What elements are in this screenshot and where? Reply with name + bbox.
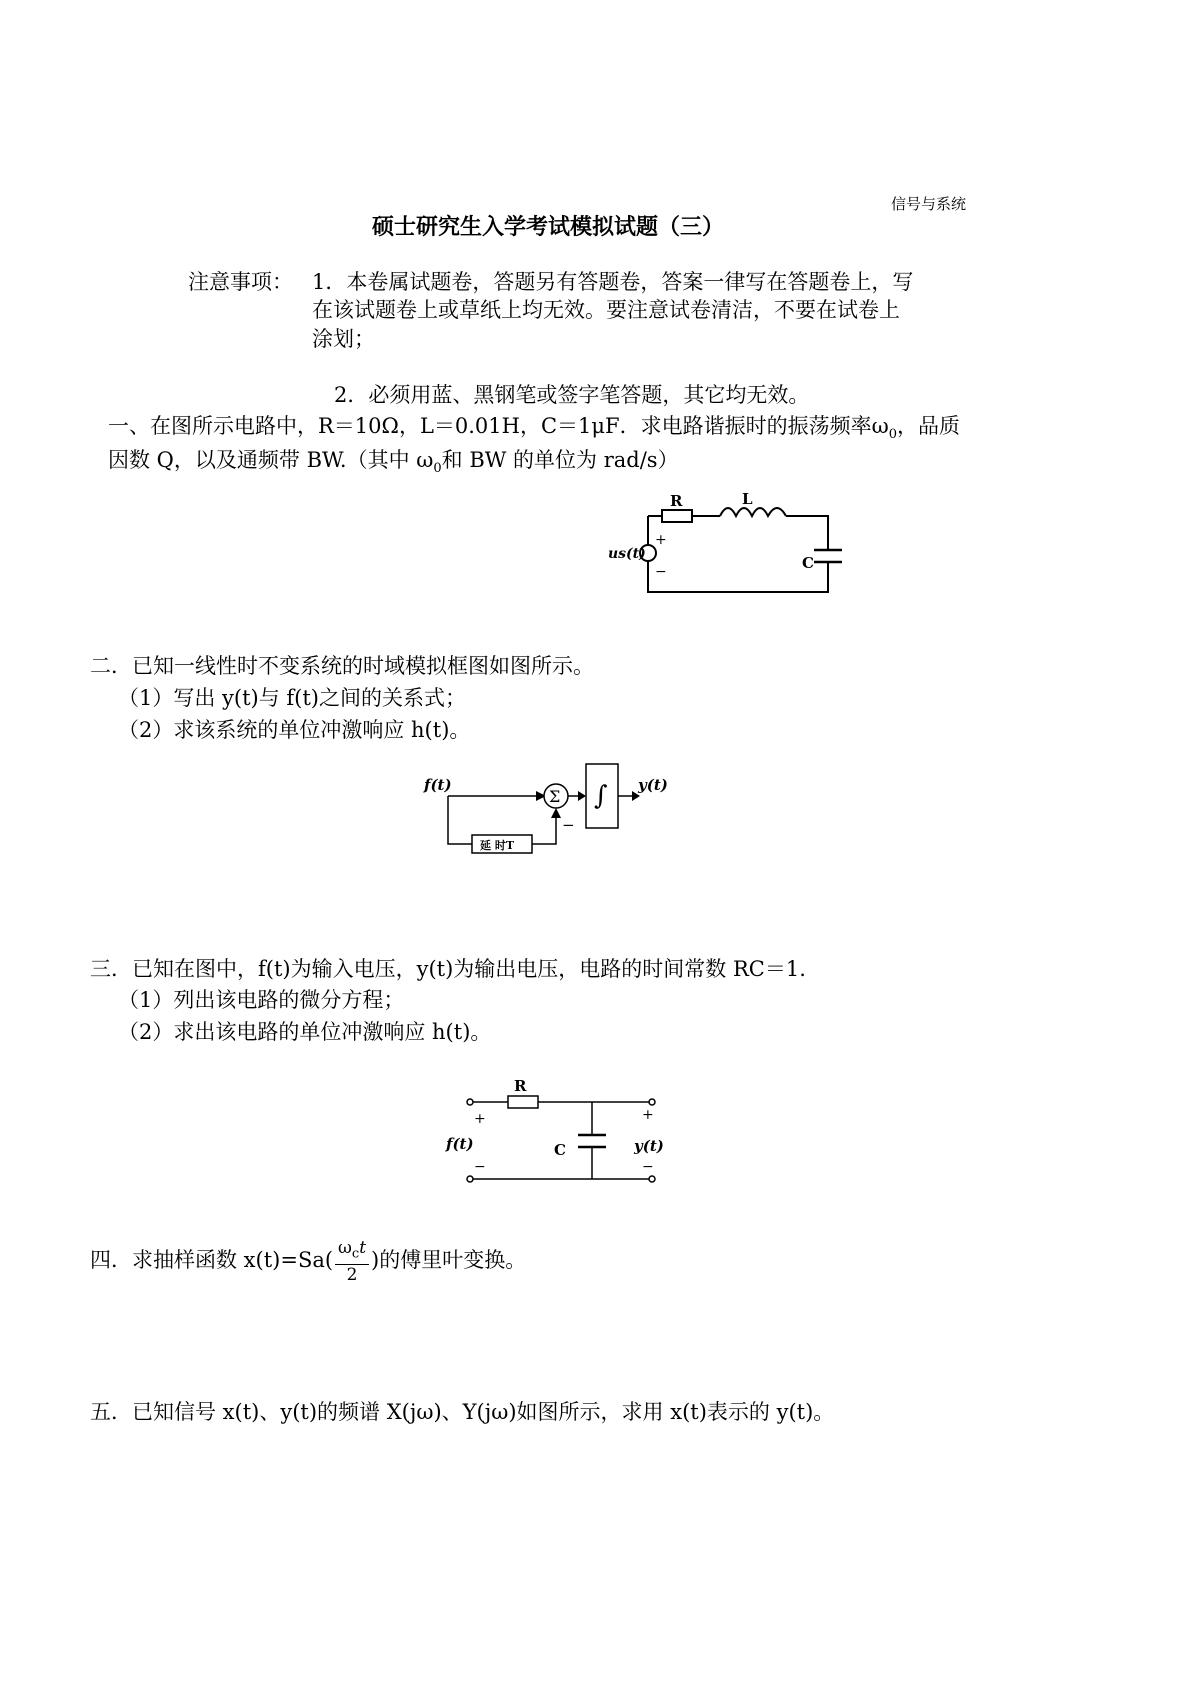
q2-part1: （1）写出 y(t)与 f(t)之间的关系式； — [118, 686, 466, 710]
q1-label-source: us(t) — [608, 546, 646, 562]
q1-line1-end: ，品质 — [897, 414, 961, 438]
q3-in-minus: − — [474, 1159, 486, 1175]
q1-label-minus: − — [655, 564, 667, 580]
q3-in-top-terminal — [467, 1099, 473, 1105]
q1-inductor — [720, 508, 786, 516]
q3-resistor — [508, 1096, 538, 1108]
q2-line1: 二．已知一线性时不变系统的时域模拟框图如图所示。 — [90, 654, 594, 678]
q4-num-sub: c — [351, 1246, 360, 1262]
q1-label-plus: + — [655, 532, 667, 548]
q2-delay-label: 延 时T — [480, 839, 515, 852]
q4-denominator: 2 — [346, 1265, 358, 1286]
q1-label-c: C — [802, 554, 814, 572]
q1-line2-sub: 0 — [433, 461, 442, 477]
q2-block-diagram — [420, 760, 680, 860]
q3-line1: 三．已知在图中，f(t)为输入电压，y(t)为输出电压，电路的时间常数 RC＝1. — [90, 957, 806, 981]
notice-item1-line3: 涂划； — [312, 327, 375, 351]
q1-line1 — [108, 412, 960, 449]
notice-label: 注意事项： — [188, 270, 293, 294]
q3-part2: （2）求出该电路的单位冲激响应 h(t)。 — [118, 1020, 492, 1044]
q2-arrow-up — [551, 808, 561, 818]
q3-label-c: C — [554, 1141, 566, 1159]
q1-circuit-wires — [648, 516, 828, 592]
q1-capacitor — [814, 550, 842, 562]
q1-line1-text: 一、在图所示电路中，R＝10Ω，L＝0.01H，C＝1μF．求电路谐振时的振荡频率ω — [108, 414, 889, 438]
q1-line2-a: 因数 Q，以及通频带 BW.（其中 ω — [108, 448, 434, 472]
q2-output-label: y(t) — [638, 776, 668, 794]
q2-sum-symbol: Σ — [549, 787, 561, 806]
q3-out-minus: − — [642, 1159, 654, 1175]
q5-line: 五．已知信号 x(t)、y(t)的频谱 X(jω)、Y(jω)如图所示，求用 x(t)表示的 y(t)。 — [90, 1400, 835, 1424]
q3-out-top-terminal — [649, 1099, 655, 1105]
q3-in-plus: + — [474, 1111, 486, 1127]
q4-numerator — [335, 1238, 369, 1265]
notice-item2: 2．必须用蓝、黑钢笔或签字笔答题，其它均无效。 — [334, 383, 810, 407]
q3-part1: （1）列出该电路的微分方程； — [118, 988, 405, 1012]
q1-line2-b: 和 BW 的单位为 rad/s） — [441, 448, 679, 472]
q2-minus-label: − — [562, 816, 575, 834]
q1-omega0-sub: 0 — [888, 427, 898, 443]
q2-part2: （2）求该系统的单位冲激响应 h(t)。 — [118, 718, 471, 742]
notice-item1-line1: 1．本卷属试题卷，答题另有答题卷，答案一律写在答题卷上，写 — [312, 270, 914, 294]
q3-label-output: y(t) — [634, 1137, 664, 1155]
q4-num-omega: ω — [338, 1237, 352, 1258]
q3-out-plus: + — [642, 1107, 654, 1123]
q1-line2 — [108, 446, 679, 483]
notice-item1-line2: 在该试题卷上或草纸上均无效。要注意试卷清洁，不要在试卷上 — [312, 298, 900, 322]
subject-header: 信号与系统 — [891, 195, 967, 213]
q2-arrow-to-int — [578, 791, 586, 801]
q1-resistor — [662, 510, 692, 522]
q1-label-l: L — [742, 490, 753, 508]
q4-fraction — [335, 1238, 369, 1285]
q3-rc-circuit — [440, 1075, 680, 1195]
q2-integral-symbol: ∫ — [594, 781, 608, 811]
q4-num-t: t — [359, 1237, 367, 1258]
q1-rlc-circuit — [600, 488, 860, 600]
q3-capacitor — [578, 1135, 606, 1147]
q1-label-r: R — [670, 492, 683, 510]
q4-prefix: 四．求抽样函数 x(t)=Sa( — [90, 1248, 334, 1272]
q4-suffix: )的傅里叶变换。 — [371, 1248, 527, 1272]
q3-in-bottom-terminal — [467, 1176, 473, 1182]
q3-label-input: f(t) — [446, 1135, 474, 1153]
q3-out-bottom-terminal — [649, 1176, 655, 1182]
q3-label-r: R — [514, 1077, 527, 1095]
page-title: 硕士研究生入学考试模拟试题（三） — [372, 214, 725, 240]
q4-line — [90, 1232, 526, 1288]
q2-input-label: f(t) — [424, 776, 452, 794]
